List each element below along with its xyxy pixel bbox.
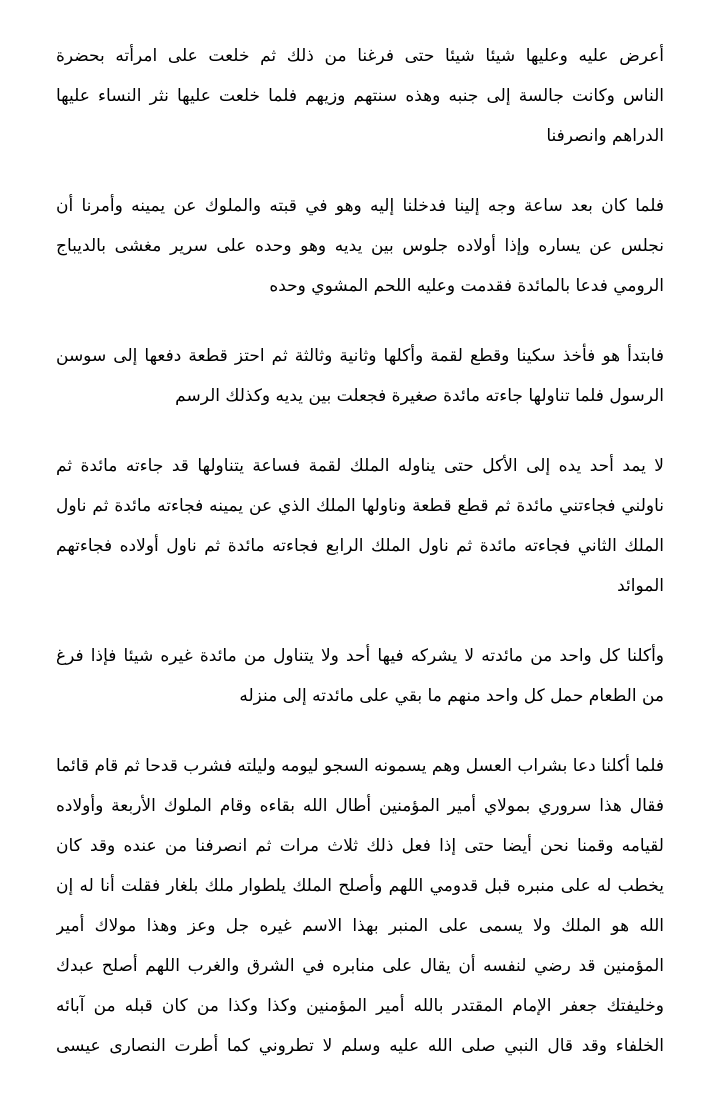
text-line: الخلفاء وقد قال النبي صلى الله عليه وسلم لا تطروني كما أطرت النصارى عيسى [56,1036,664,1056]
text-line: فلما أكلنا دعا بشراب العسل وهم يسمونه السجو ليومه وليلته فشرب قدحا ثم قام قائما [56,756,664,776]
paragraph-3 [56,336,664,416]
document-page [56,36,664,1096]
text-line: من الطعام حمل كل واحد منهم ما بقي على مائدته إلى منزله [239,686,664,706]
text-line: يخطب له على منبره قبل قدومي اللهم وأصلح الملك يلطوار ملك بلغار فقلت أنا له إن [56,876,664,896]
text-line: الموائد [617,576,664,596]
text-line: وأكلنا كل واحد من مائدته لا يشركه فيها أحد ولا يتناول من مائدة غيره شيئا فإذا فرغ [56,646,664,666]
text-line: الله هو الملك ولا يسمى على المنبر بهذا الاسم غيره جل وعز وهذا مولاك أمير [56,916,664,936]
text-line: لقيامه وقمنا نحن أيضا حتى إذا فعل ذلك ثلاث مرات ثم انصرفنا من عنده وقد كان [56,836,664,856]
text-line: الملك الثاني فجاءته مائدة ثم ناول الملك الرابع فجاءته مائدة ثم ناول أولاده فجاءتهم [56,536,664,556]
paragraph-4 [56,446,664,606]
text-line: نجلس عن يساره وإذا أولاده جلوس بين يديه وهو وحده على سرير مغشى بالديباج [56,236,664,256]
text-line: الرسول فلما تناولها جاءته مائدة صغيرة فجعلت بين يديه وكذلك الرسم [175,386,664,406]
paragraph-5 [56,636,664,716]
text-line: الناس وكانت جالسة إلى جنبه وهذه سنتهم وزيهم فلما خلعت عليها نثر النساء عليها [56,86,664,106]
text-line: ناولني فجاءتني مائدة ثم قطع قطعة وناولها الملك الذي عن يمينه فجاءته مائدة ثم ناول [56,496,664,516]
text-line: الدراهم وانصرفنا [546,126,664,146]
text-line: الرومي فدعا بالمائدة فقدمت وعليه اللحم المشوي وحده [269,276,664,296]
text-line: أعرض عليه وعليها شيئا شيئا حتى فرغنا من ذلك ثم خلعت على امرأته بحضرة [56,46,664,66]
text-line: فقال هذا سروري بمولاي أمير المؤمنين أطال الله بقاءه وقام الملوك الأربعة وأولاده [56,796,664,816]
text-line: المؤمنين قد رضي لنفسه أن يقال على منابره في الشرق والغرب اللهم أصلح عبدك [56,956,664,976]
text-line: فابتدأ هو فأخذ سكينا وقطع لقمة وأكلها وثانية وثالثة ثم احتز قطعة دفعها إلى سوسن [56,346,664,366]
text-line: فلما كان بعد ساعة وجه إلينا فدخلنا إليه وهو في قبته والملوك عن يمينه وأمرنا أن [56,196,664,216]
paragraph-6 [56,746,664,1066]
paragraph-2 [56,186,664,306]
paragraph-1 [56,36,664,156]
text-line: لا يمد أحد يده إلى الأكل حتى يناوله الملك لقمة فساعة يتناولها قد جاءته مائدة ثم [56,456,664,476]
text-line: وخليفتك جعفر الإمام المقتدر بالله أمير المؤمنين وكذا وكذا من كان قبله من آبائه [56,996,664,1016]
